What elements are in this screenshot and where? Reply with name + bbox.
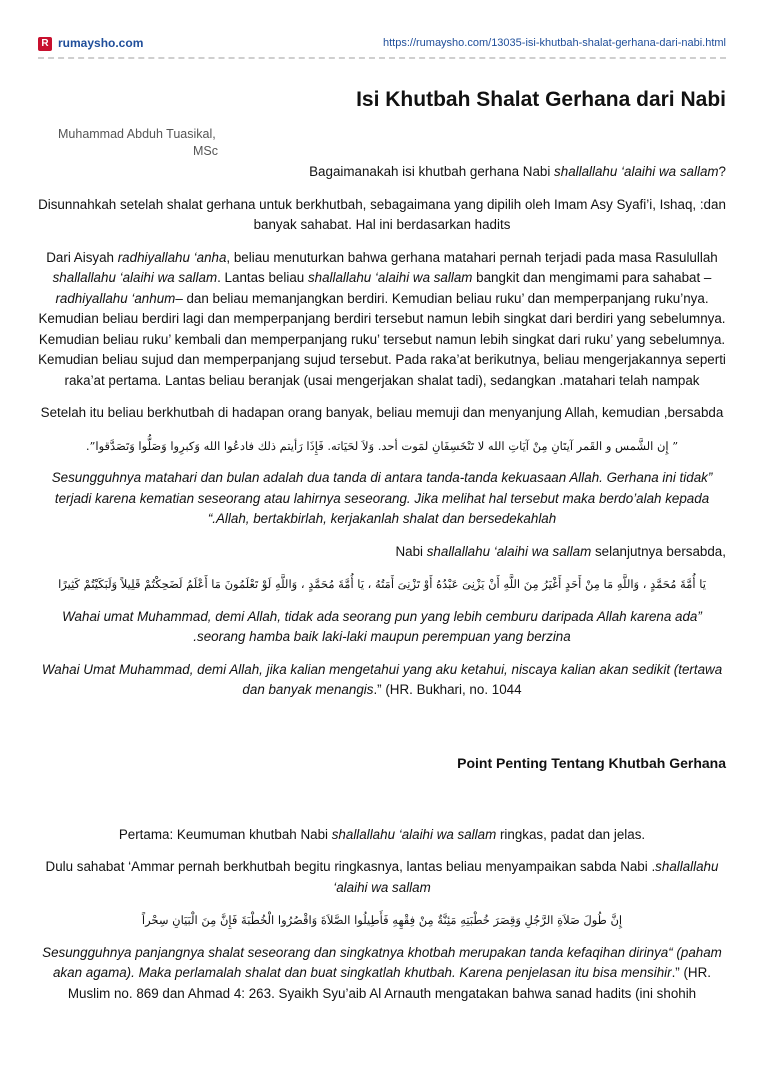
text-run-italic: shallallahu ‘alaihi wa sallam [52,270,218,285]
section-heading: Point Penting Tentang Khutbah Gerhana [457,754,726,771]
author-name: Muhammad Abduh Tuasikal, [58,127,216,141]
text-run: .” (HR. Muslim no. 869 dan Ahmad 4: 263. Syaikh Syu’aib Al Arnauth mengatakan bahwa sanad hadits (ini shohih [67,965,711,1001]
text-run-italic: shallallahu ‘alaihi wa sallam [426,543,592,559]
author-degree: MSc [193,144,218,158]
text-run-italic: shallallahu ‘alaihi wa sallam [333,859,719,895]
text-run-italic: Sesungguhnya panjangnya shalat seseorang dan singkatnya khotbah merupakan tanda kefaqihan dirinya“ (paham akan agama). Maka perlamalah shalat dan buat singkatlah khutbah. Karena penjelasan itu bisa mensihir [42,944,722,980]
paragraph-translation-1: Sesungguhnya matahari dan bulan adalah dua tanda di antara tanda-tanda kekuasaan Allah. Gerhana ini tidak” terjadi karena kematian seseorang atau lahirnya seseorang. Jika melihat hal tersebut maka berdo’alah kepada “.Allah, bertakbirlah, kerjakanlah shalat dan bersedekahlah [51,470,713,526]
paragraph-intro: Disunnahkah setelah shalat gerhana untuk berkhutbah, sebagaimana yang dipilih oleh Imam Asy Syafi’i, Ishaq, :dan banyak sahabat. Hal ini berdasarkan hadits [38,196,726,232]
text-run: Dari Aisyah [46,249,118,265]
arabic-hadith-2: يَا أُمَّةَ مُحَمَّدٍ ، وَاللَّهِ مَا مِنْ أَحَدٍ أَغْيَرُ مِنَ اللَّهِ أَنْ يَزْنِىَ عَبْدُهُ أَوْ تَزْنِىَ أَمَتُهُ ، يَا أُمَّةَ مُحَمَّدٍ ، وَاللَّهِ لَوْ تَعْلَمُونَ مَا أَعْلَمُ لَضَحِكْتُمْ قَلِيلاً وَلَبَكَيْتُمْ كَثِيرًا [58,577,706,591]
paragraph-continue [38,542,726,563]
page-url-link[interactable]: https://rumaysho.com/13035-isi-khutbah-shalat-gerhana-dari-nabi.html [382,37,726,49]
text-run: Dulu sahabat ‘Ammar pernah berkhutbah begitu ringkasnya, lantas beliau menyampaikan sabda Nabi . [45,859,656,874]
arabic-hadith-1: ” إِن الشَّمس و القَمر آيتَانِ مِنْ آيَاتِ الله لا تَنْخَسِفَانِ لمَوت أحد. وَلاَ لحَيَاته. فَإِذَا رَأيتم ذلك فادعُوا الله وَكبرِوا وَصَلُّوا وَتَصَدَّقوا”. [85,438,679,453]
arabic-hadith-3: إِنَّ طُولَ صَلاَةِ الرَّجُلِ وَقِصَرَ خُطْبَتِهِ مَئِنَّةٌ مِنْ فِقْهِهِ فَأَطِيلُوا الصَّلاَةَ وَاقْصُرُوا الْخُطْبَةَ فَإِنَّ مِنَ الْبَيَانِ سِحْراً [141,913,623,927]
paragraph-translation-4 [38,943,726,1005]
site-name-link[interactable]: rumaysho.com [58,36,144,50]
article-body [38,162,726,1016]
article-title: Isi Khutbah Shalat Gerhana dari Nabi [356,88,726,111]
article-author [58,126,218,160]
text-run-italic: radhiyallahu ‘anha [117,249,227,265]
text-run-italic: shallallahu ‘alaihi wa sallam [307,270,473,285]
text-run-italic: shallallahu ‘alaihi wa sallam [554,164,719,179]
text-run-italic: radhiyallahu ‘anhum [55,290,176,306]
paragraph-translation-2: Wahai umat Muhammad, demi Allah, tidak ada seorang pun yang lebih cemburu daripada Allah karena ada” .seorang hamba baik laki-laki maupun perempuan yang berzina [62,608,702,644]
text-run: , beliau menuturkan bahwa gerhana matahari pernah terjadi pada masa Rasulullah [226,249,718,265]
text-run: ringkas, padat dan jelas [496,826,642,842]
site-logo-icon[interactable]: R [38,37,52,51]
text-run: selanjutnya bersabda [591,543,723,559]
paragraph-khutbah: Setelah itu beliau berkhutbah di hadapan orang banyak, beliau memuji dan menyanjung Allah, kemudian ,bersabda [40,405,724,420]
text-run-italic: Wahai Umat Muhammad, demi Allah, jika kalian mengetahui yang aku ketahui, niscaya kalian akan sedikit (tertawa dan banyak menangis [41,661,723,697]
text-run: ,Nabi [395,543,726,559]
text-run-italic: shallallahu ‘alaihi wa sallam [331,826,497,842]
text-run: bangkit dan mengimami para sahabat – [472,270,712,285]
text-run: ?Bagaimanakah isi khutbah gerhana Nabi [309,164,726,179]
text-run: – dan beliau memanjangkan berdiri. Kemudian beliau ruku’ dan memperpanjang ruku’nya. Kemudian beliau berdiri lagi dan memperpanjang berdiri tersebut namun lebih singkat dari berdiri yang sebelumnya. Kemudian beliau ruku’ kembali dan memperpanjang ruku’ tersebut namun lebih singkat dari ruku’ yang sebelumnya. Kemudian beliau sujud dan memperpanjang sujud tersebut. Pada raka’at berikutnya, beliau mengerjakannya seperti raka’at pertama. Lantas beliau beranjak (usai mengerjakan shalat tadi), sedangkan .matahari telah nampak [38,290,726,388]
header-divider [38,57,726,59]
text-run: . Lantas beliau [217,270,308,285]
paragraph-ammar [38,857,726,898]
paragraph-hadith-aisyah [38,248,726,392]
text-run: .” (HR. Bukhari, no. 1044 [373,682,522,697]
paragraph-point-1 [38,825,726,846]
paragraph-translation-3 [38,660,726,701]
text-run: .Pertama: Keumuman khutbah Nabi [118,826,646,842]
paragraph-question [38,162,726,183]
page-header [0,0,768,58]
